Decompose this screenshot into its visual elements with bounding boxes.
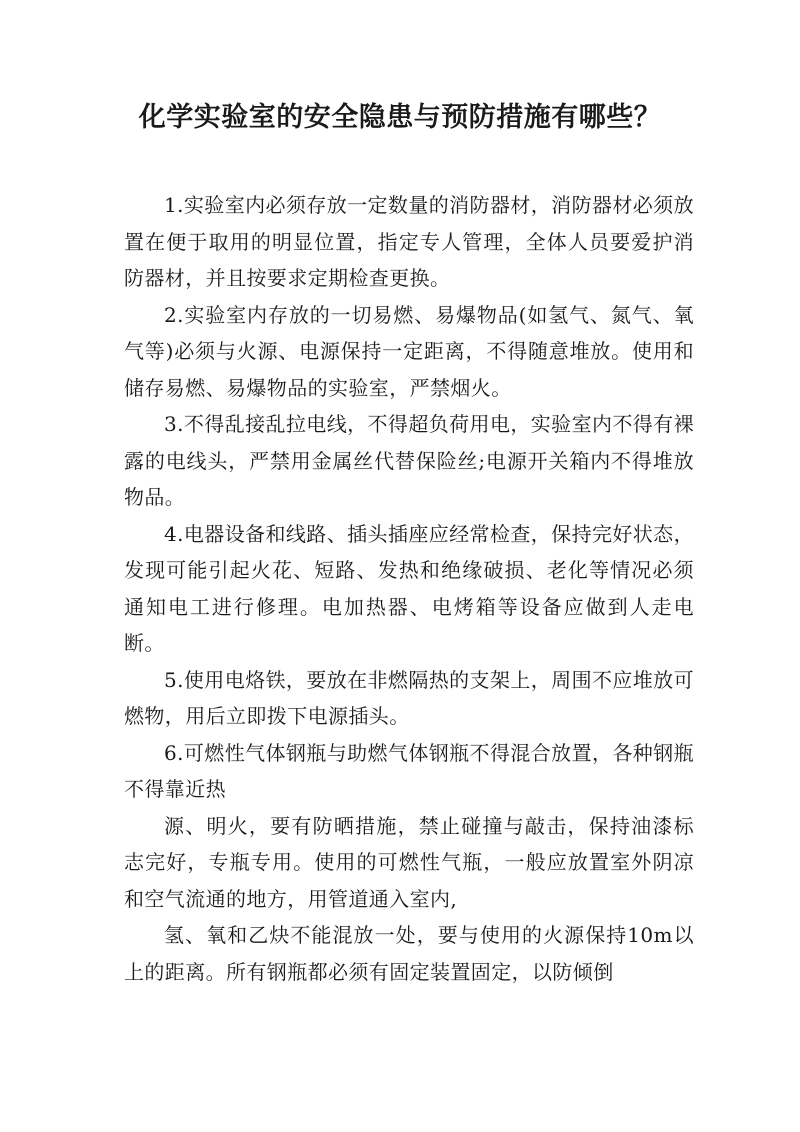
paragraph-5: 5.使用电烙铁，要放在非燃隔热的支架上，周围不应堆放可燃物，用后立即拨下电源插头。	[124, 667, 694, 728]
paragraph-6: 6.可燃性气体钢瓶与助燃气体钢瓶不得混合放置，各种钢瓶不得靠近热	[124, 740, 694, 801]
document-title: 化学实验室的安全隐患与预防措施有哪些？	[138, 102, 662, 133]
paragraph-3: 3.不得乱接乱拉电线，不得超负荷用电，实验室内不得有裸露的电线头，严禁用金属丝代替保险丝;电源开关箱内不得堆放物品。	[124, 412, 694, 509]
paragraph-7: 源、明火，要有防晒措施，禁止碰撞与敲击，保持油漆标志完好，专瓶专用。使用的可燃性气瓶，一般应放置室外阴凉和空气流通的地方，用管道通入室内,	[124, 813, 694, 911]
paragraph-4: 4.电器设备和线路、插头插座应经常检查，保持完好状态，发现可能引起火花、短路、发热和绝缘破损、老化等情况必须通知电工进行修理。电加热器、电烤箱等设备应做到人走电断。	[124, 521, 694, 655]
document-body	[124, 187, 694, 990]
paragraph-8: 氢、氧和乙炔不能混放一处，要与使用的火源保持10m以上的距离。所有钢瓶都必须有固定装置固定，以防倾倒	[124, 923, 694, 984]
paragraph-2: 2.实验室内存放的一切易燃、易爆物品(如氢气、氮气、氧气等)必须与火源、电源保持一定距离，不得随意堆放。使用和储存易燃、易爆物品的实验室，严禁烟火。	[124, 302, 694, 400]
paragraph-1: 1.实验室内必须存放一定数量的消防器材，消防器材必须放置在便于取用的明显位置，指定专人管理，全体人员要爱护消防器材，并且按要求定期检查更换。	[124, 193, 694, 290]
